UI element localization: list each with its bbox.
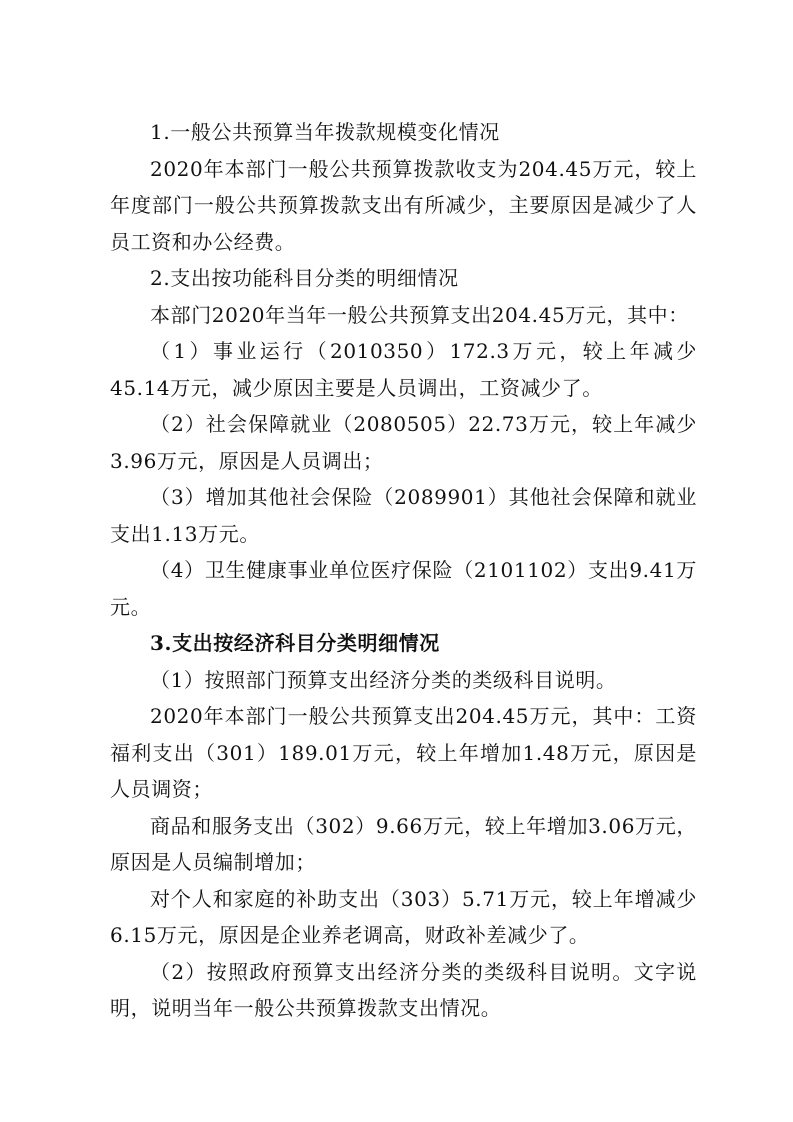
list-item-functional-2: （2）社会保障就业（2080505）22.73万元，较上年减少3.96万元，原因是人员调出； xyxy=(110,412,697,473)
list-item-functional-3: （3）增加其他社会保险（2089901）其他社会保障和就业支出1.13万元。 xyxy=(110,485,697,546)
paragraph-wages-welfare: 2020年本部门一般公共预算支出204.45万元，其中：工资福利支出（301）189.01万元，较上年增加1.48万元，原因是人员调资； xyxy=(110,704,697,801)
paragraph-appropriation-change: 2020年本部门一般公共预算拨款收支为204.45万元，较上年度部门一般公共预算拨款支出有所减少，主要原因是减少了人员工资和办公经费。 xyxy=(110,156,697,254)
paragraph-household-subsidy: 对个人和家庭的补助支出（303）5.71万元，较上年增减少6.15万元，原因是企业养老调高，财政补差减少了。 xyxy=(110,886,697,947)
section-heading-1: 1.一般公共预算当年拨款规模变化情况 xyxy=(150,120,500,144)
subheading-department-economic: （1）按照部门预算支出经济分类的类级科目说明。 xyxy=(150,667,617,692)
list-item-functional-4: （4）卫生健康事业单位医疗保险（2101102）支出9.41万元。 xyxy=(110,558,697,619)
section-heading-2: 2.支出按功能科目分类的明细情况 xyxy=(150,266,459,290)
paragraph-goods-services: 商品和服务支出（302）9.66万元，较上年增加3.06万元，原因是人员编制增加； xyxy=(110,813,697,874)
section-heading-3: 3.支出按经济科目分类明细情况 xyxy=(150,631,440,655)
list-item-functional-1: （1）事业运行（2010350）172.3万元，较上年减少45.14万元，减少原因主要是人员调出，工资减少了。 xyxy=(110,339,697,400)
subheading-government-economic: （2）按照政府预算支出经济分类的类级科目说明。文字说明，说明当年一般公共预算拨款支出情况。 xyxy=(110,959,697,1020)
paragraph-functional-intro: 本部门2020年当年一般公共预算支出204.45万元，其中： xyxy=(150,302,689,327)
